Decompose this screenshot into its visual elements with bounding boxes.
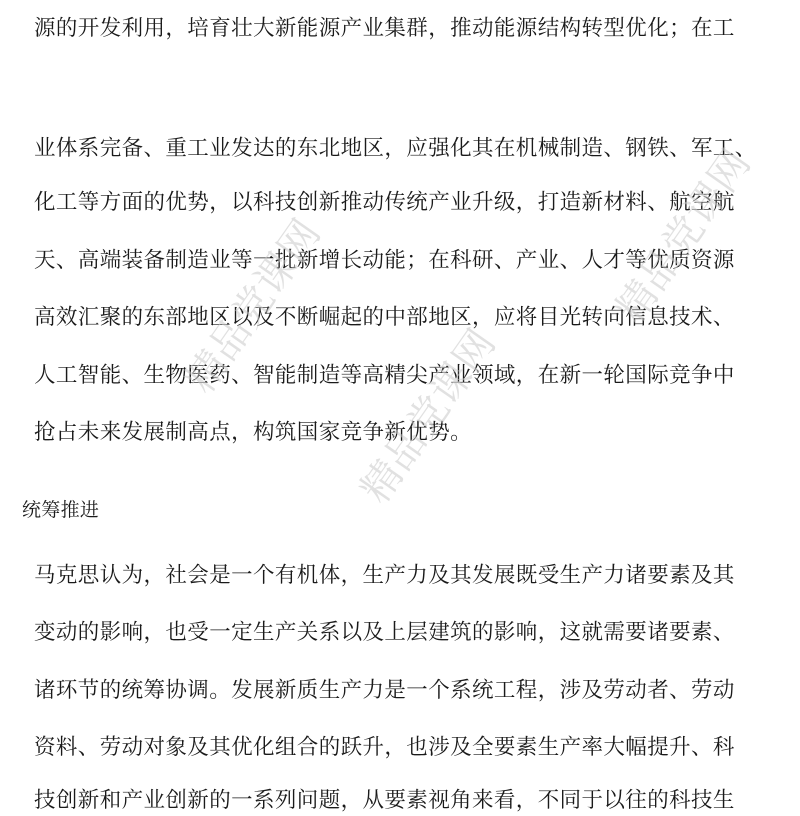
paragraph-line: 变动的影响，也受一定生产关系以及上层建筑的影响，这就需要诸要素、 bbox=[34, 620, 735, 645]
paragraph-line: 源的开发利用，培育壮大新能源产业集群，推动能源结构转型优化；在工 bbox=[34, 16, 735, 41]
watermark-text: 精品党课网 bbox=[352, 321, 505, 512]
paragraph-line: 业体系完备、重工业发达的东北地区，应强化其在机械制造、钢铁、军工、 bbox=[34, 136, 757, 161]
paragraph-line: 高效汇聚的东部地区以及不断崛起的中部地区，应将目光转向信息技术、 bbox=[34, 305, 735, 330]
paragraph-line: 天、高端装备制造业等一批新增长动能；在科研、产业、人才等优质资源 bbox=[34, 248, 735, 273]
paragraph-line: 化工等方面的优势，以科技创新推动传统产业升级，打造新材料、航空航 bbox=[34, 190, 735, 215]
paragraph-line: 诸环节的统筹协调。发展新质生产力是一个系统工程，涉及劳动者、劳动 bbox=[34, 678, 735, 703]
watermark-text: 精品党课网 bbox=[607, 141, 760, 332]
paragraph-line: 抢占未来发展制高点，构筑国家竞争新优势。 bbox=[34, 420, 473, 445]
paragraph-line: 技创新和产业创新的一系列问题，从要素视角来看，不同于以往的科技生 bbox=[34, 788, 735, 813]
paragraph-line: 人工智能、生物医药、智能制造等高精尖产业领域，在新一轮国际竞争中 bbox=[34, 363, 735, 388]
paragraph-line: 马克思认为，社会是一个有机体，生产力及其发展既受生产力诸要素及其 bbox=[34, 563, 735, 588]
paragraph-line: 资料、劳动对象及其优化组合的跃升，也涉及全要素生产率大幅提升、科 bbox=[34, 735, 735, 760]
section-heading: 统筹推进 bbox=[22, 499, 100, 521]
watermark-text: 精品党课网 bbox=[177, 211, 330, 402]
